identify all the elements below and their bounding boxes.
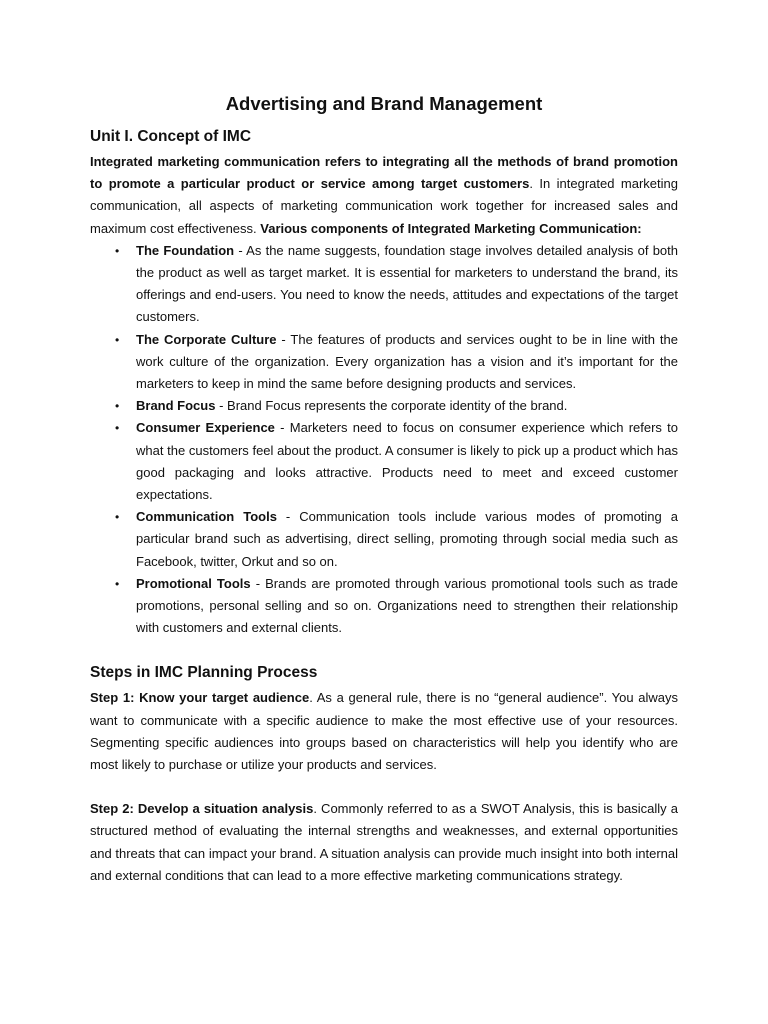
step-text: . As a general rule, there is no “general audience”. You always want to communicate with a specific audience to make the most effective use of your resources. Segmenting specific audiences into groups based on characteristics will help you identify who are most likely to purchase or utilize your products and services.: [90, 690, 678, 773]
list-item: [115, 395, 678, 417]
component-term: The Foundation: [136, 242, 235, 258]
component-term: Consumer Experience: [136, 420, 275, 436]
steps-heading: Steps in IMC Planning Process: [90, 664, 318, 682]
intro-paragraph: [90, 151, 678, 240]
step-label: Step 2: Develop a situation analysis: [90, 801, 314, 817]
bullet-icon: •: [115, 399, 120, 414]
step-label: Step 1: Know your target audience: [90, 690, 310, 706]
bullet-icon: •: [115, 510, 120, 525]
component-list: [90, 240, 678, 640]
step-text: . Commonly referred to as a SWOT Analysis, this is basically a structured method of evaluating the internal strengths and weaknesses, and external opportunities and threats that can impact your brand. A situation analysis can provide much insight into both internal and external conditions that can lead to a more effective marketing communications strategy.: [90, 801, 678, 883]
intro-definition: Integrated marketing communication refers to integrating all the methods of brand promotion to promote a particular product or service among target customers: [90, 154, 678, 192]
list-item: [115, 329, 678, 396]
component-term: The Corporate Culture: [136, 331, 277, 347]
components-lead: Various components of Integrated Marketing Communication:: [260, 220, 642, 236]
component-term: Communication Tools: [136, 509, 277, 525]
bullet-icon: •: [115, 243, 120, 258]
list-item: [115, 417, 679, 506]
step-paragraph: [90, 798, 678, 887]
list-item: [115, 240, 679, 329]
component-text: - Communication tools include various modes of promoting a particular brand such as advertising, direct selling, promoting through social media such as Facebook, twitter, Orkut and so on.: [136, 509, 678, 569]
component-text: - The features of products and services ought to be in line with the work culture of the organization. Every organization has a vision and it’s important for the marketers to keep in mind the same before designing products and services.: [136, 331, 678, 392]
document-title: Advertising and Brand Management: [225, 93, 543, 114]
paragraph-spacer: [90, 776, 678, 798]
list-item: [115, 506, 678, 573]
component-text: - Brand Focus represents the corporate identity of the brand.: [215, 398, 568, 414]
bullet-icon: •: [115, 421, 120, 436]
component-text: - Marketers need to focus on consumer experience which refers to what the customers feel about the product. A consumer is likely to pick up a product which has good packaging and looks attractive. Products need to meet and exceed customer expectations.: [136, 420, 679, 503]
bullet-icon: •: [115, 576, 120, 591]
component-text: - As the name suggests, foundation stage involves detailed analysis of both the product as well as target market. It is essential for marketers to understand the brand, its offerings and end-users. You need to know the needs, attitudes and expectations of the target customers.: [136, 242, 679, 325]
bullet-icon: •: [115, 332, 120, 347]
step-paragraph: [90, 687, 678, 776]
intro-text: . In integrated marketing communication, all aspects of marketing communication work together for increased sales and maximum cost effectiveness.: [90, 176, 678, 236]
section-spacer: [90, 639, 678, 663]
component-term: Brand Focus: [136, 398, 216, 414]
unit-heading: Unit I. Concept of IMC: [90, 128, 252, 145]
component-text: - Brands are promoted through various promotional tools such as trade promotions, personal selling and so on. Organizations need to strengthen their relationship with customers and external clients.: [136, 575, 678, 636]
list-item: [115, 573, 678, 640]
component-term: Promotional Tools: [136, 575, 251, 591]
